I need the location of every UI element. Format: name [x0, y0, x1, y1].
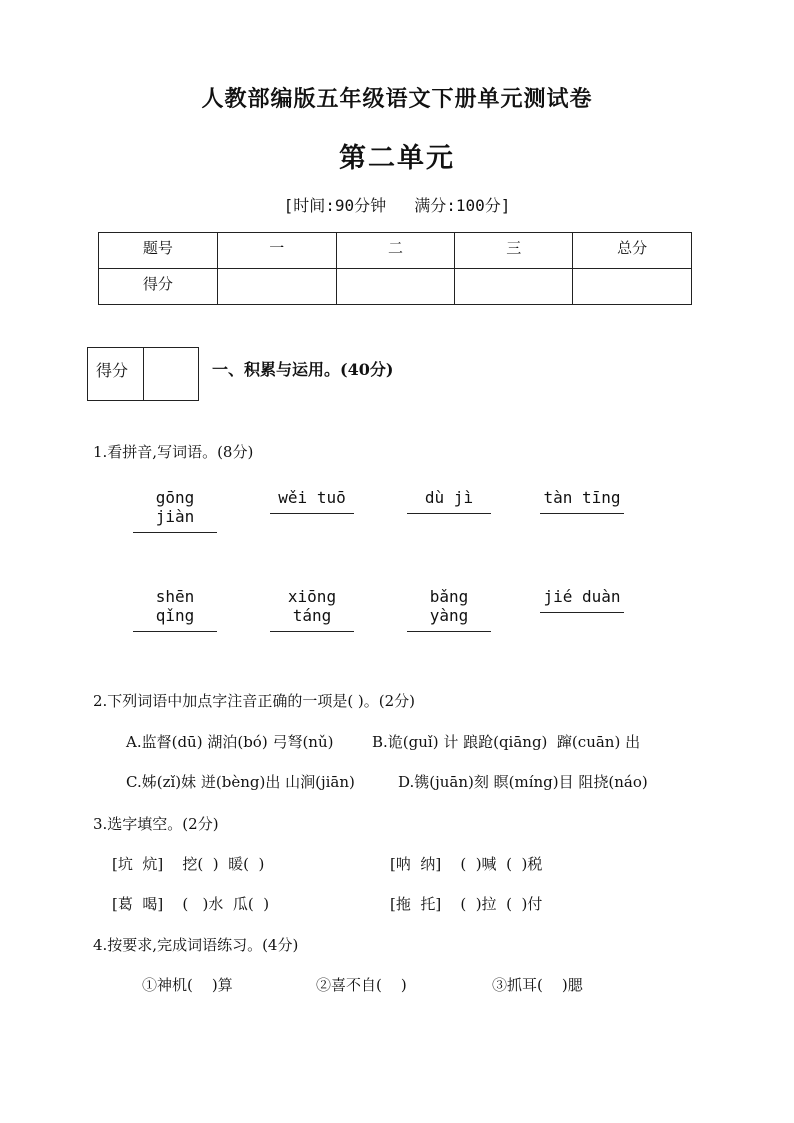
table-cell: 二: [336, 233, 455, 269]
document-title: 人教部编版五年级语文下册单元测试卷: [201, 86, 593, 112]
section-score-label: 得分: [88, 348, 144, 400]
option-a: A.监督(dū) 湖泊(bó) 弓弩(nǔ): [126, 733, 334, 751]
table-cell: 题号: [99, 233, 218, 269]
question-2: 2.下列词语中加点字注音正确的一项是( )。(2分): [93, 692, 416, 710]
pinyin-item: shēn qǐng: [133, 587, 217, 632]
pinyin-item: dù jì: [407, 488, 491, 514]
unit-title: 第二单元: [339, 143, 455, 174]
idiom-item: ②喜不自( ): [316, 976, 407, 994]
pinyin-item: bǎng yàng: [407, 587, 491, 632]
pinyin-item: tàn tīng: [540, 488, 624, 514]
pinyin-item: gōng jiàn: [133, 488, 217, 533]
idiom-item: ③抓耳( )腮: [492, 976, 583, 994]
option-c: C.姊(zǐ)妹 迸(bèng)出 山涧(jiān): [126, 773, 355, 791]
fill-group: [拖 托] ( )拉 ( )付: [390, 895, 543, 913]
question-3: 3.选字填空。(2分): [93, 815, 219, 833]
pinyin-item: jié duàn: [540, 587, 624, 613]
full-score: 满分:100分]: [414, 196, 511, 215]
section-title: 一、积累与运用。(40分): [212, 360, 394, 379]
table-row: [99, 269, 692, 305]
score-table: [98, 232, 692, 305]
fill-group: [坑 炕] 挖( ) 暖( ): [112, 855, 265, 873]
table-cell[interactable]: [336, 269, 455, 305]
option-b: B.诡(guǐ) 计 踉跄(qiāng) 蹿(cuān) 出: [372, 733, 641, 751]
fill-group: [葛 喝] ( )水 瓜( ): [112, 895, 270, 913]
pinyin-item: wěi tuō: [270, 488, 354, 514]
idiom-item: ①神机( )算: [142, 976, 233, 994]
time-limit: [时间:90分钟: [283, 196, 387, 215]
fill-group: [呐 纳] ( )喊 ( )税: [390, 855, 543, 873]
table-row: [99, 233, 692, 269]
section-score-field[interactable]: [144, 348, 198, 400]
table-cell: 一: [217, 233, 336, 269]
exam-meta: [0, 193, 794, 216]
pinyin-item: xiōng táng: [270, 587, 354, 632]
table-cell[interactable]: [455, 269, 573, 305]
table-cell: 得分: [99, 269, 218, 305]
table-cell[interactable]: [217, 269, 336, 305]
section-score-box: [87, 347, 199, 401]
table-cell: 三: [455, 233, 573, 269]
option-d: D.镌(juān)刻 瞑(míng)目 阻挠(náo): [398, 773, 648, 791]
table-cell[interactable]: [573, 269, 692, 305]
question-1: 1.看拼音,写词语。(8分): [93, 443, 254, 461]
table-cell: 总分: [573, 233, 692, 269]
question-4: 4.按要求,完成词语练习。(4分): [93, 936, 299, 954]
